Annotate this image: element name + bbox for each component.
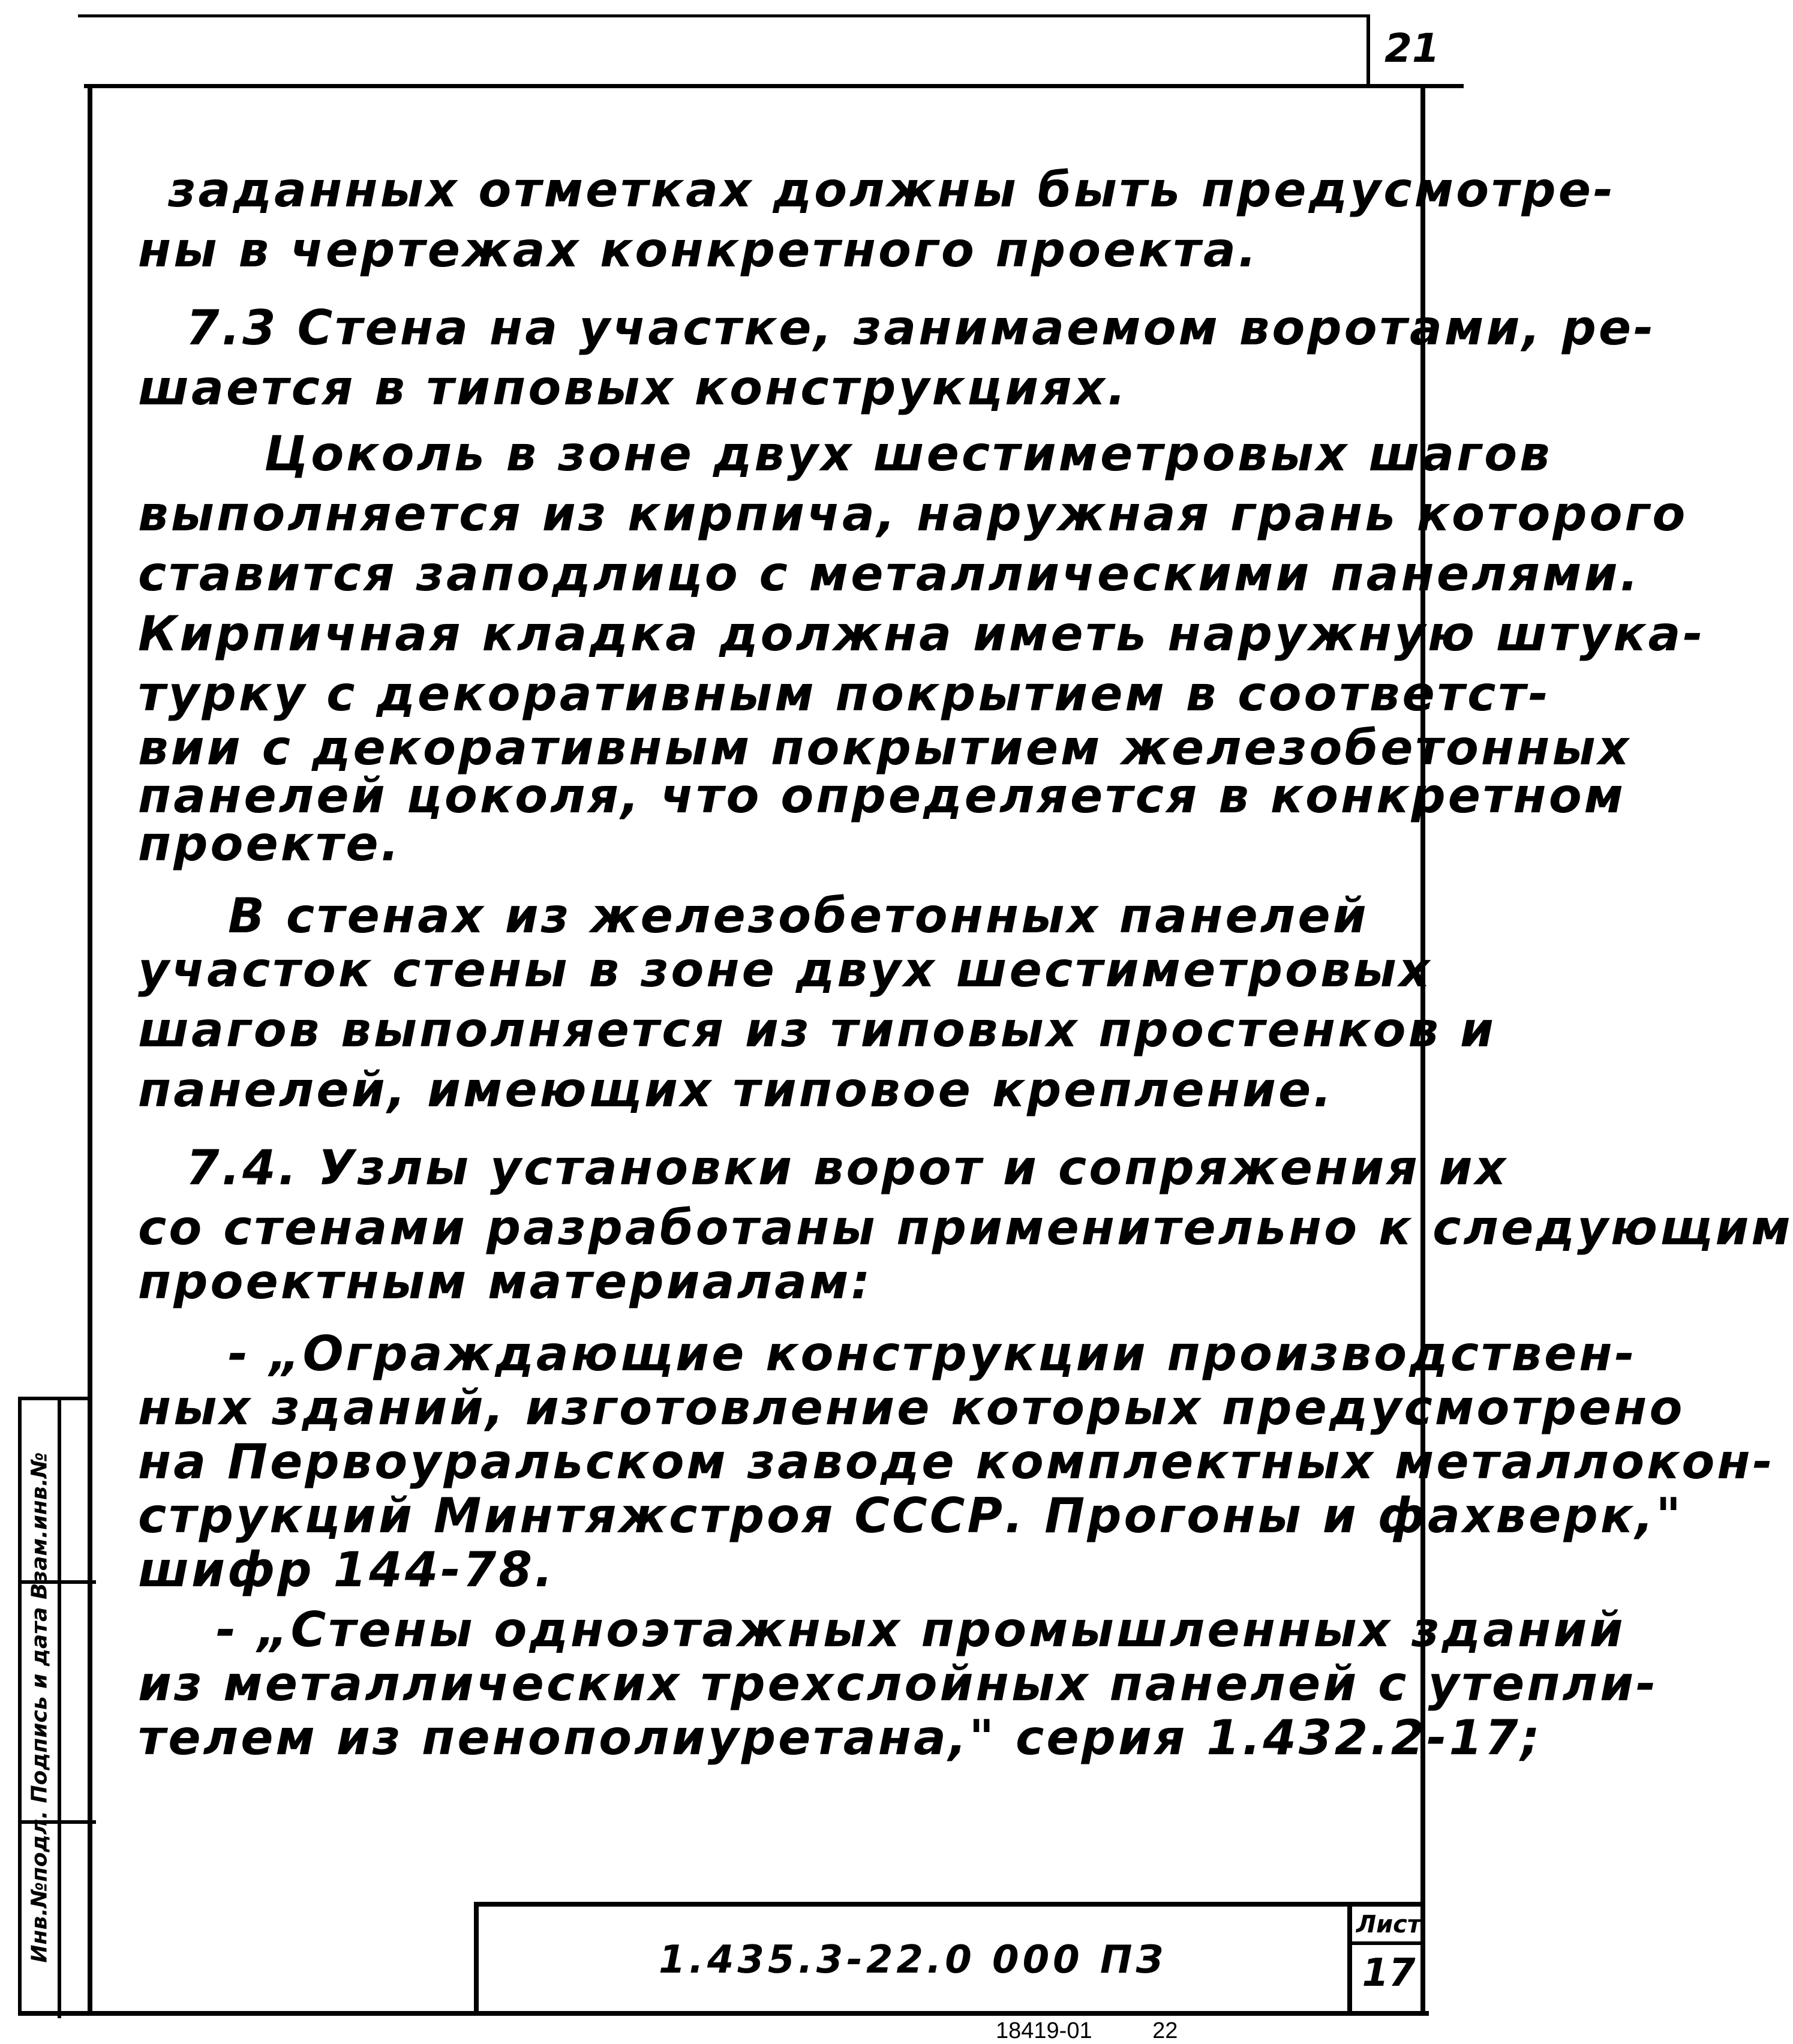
body-line: 7.4. Узлы установки ворот и сопряжения их xyxy=(186,1140,1509,1196)
body-line: - „Стены одноэтажных промышленных зданий xyxy=(216,1602,1626,1658)
body-line: Кирпичная кладка должна иметь наружную штука- xyxy=(138,606,1705,662)
document-designation: 1.435.3-22.0 000 ПЗ xyxy=(659,1938,1167,1982)
sheet-cell xyxy=(1347,1907,1425,2015)
footer xyxy=(996,2018,1232,2044)
body-line: телем из пенополиуретана," серия 1.432.2-17; xyxy=(138,1710,1542,1766)
body-line: на Первоуральском заводе комплектных металлокон- xyxy=(138,1434,1775,1490)
body-line: проекте. xyxy=(138,816,402,872)
sheet-header: Лист xyxy=(1352,1907,1425,1945)
body-line: турку с декоративным покрытием в соответст- xyxy=(138,666,1551,722)
page-number-divider xyxy=(1366,14,1370,86)
stamp-column-divider xyxy=(58,1400,61,2018)
body-line: вии с декоративным покрытием железобетонных xyxy=(138,720,1632,776)
body-line: ных зданий, изготовление которых предусмотрено xyxy=(138,1380,1685,1436)
body-line: шается в типовых конструкциях. xyxy=(138,360,1128,416)
body-line: В стенах из железобетонных панелей xyxy=(228,888,1369,944)
page-number-box xyxy=(1366,14,1456,86)
body-line: панелей, имеющих типовое крепление. xyxy=(138,1062,1334,1118)
frame-bottom-rule xyxy=(18,2011,1429,2016)
body-line: панелей цоколя, что определяется в конкретном xyxy=(138,768,1626,824)
body-line: струкций Минтяжстроя СССР. Прогоны и фахверк," xyxy=(138,1488,1684,1544)
body-line: ставится заподлицо с металлическими панелями. xyxy=(138,546,1641,602)
stamp-label: Инв.№подл. Подпись и дата Взам.инв.№ xyxy=(27,1452,52,1963)
footer-code: 18419-01 xyxy=(996,2018,1092,2043)
body-line: ны в чертежах конкретного проекта. xyxy=(138,222,1259,278)
body-line: заданных отметках должны быть предусмотре- xyxy=(168,162,1616,218)
sheet-number: 17 xyxy=(1362,1951,1416,1995)
body-line: выполняется из кирпича, наружная грань которого xyxy=(138,486,1688,542)
body-line: - „Ограждающие конструкции производствен- xyxy=(228,1326,1637,1382)
body-line: шагов выполняется из типовых простенков и xyxy=(138,1002,1496,1058)
side-stamp xyxy=(18,1397,92,2015)
body-line: участок стены в зоне двух шестиметровых xyxy=(138,942,1432,998)
top-rule xyxy=(78,14,1368,17)
footer-page: 22 xyxy=(1152,2018,1178,2043)
page-number: 21 xyxy=(1384,25,1440,71)
body-line: из металлических трехслойных панелей с утепли- xyxy=(138,1656,1659,1712)
body-line: проектным материалам: xyxy=(138,1254,873,1310)
body-line: шифр 144-78. xyxy=(138,1542,555,1598)
title-block xyxy=(474,1902,1425,2015)
body-line: со стенами разработаны применительно к следующим xyxy=(138,1200,1793,1256)
body-line: Цоколь в зоне двух шестиметровых шагов xyxy=(264,426,1552,482)
body-line: 7.3 Стена на участке, занимаемом воротами, ре- xyxy=(186,300,1656,356)
